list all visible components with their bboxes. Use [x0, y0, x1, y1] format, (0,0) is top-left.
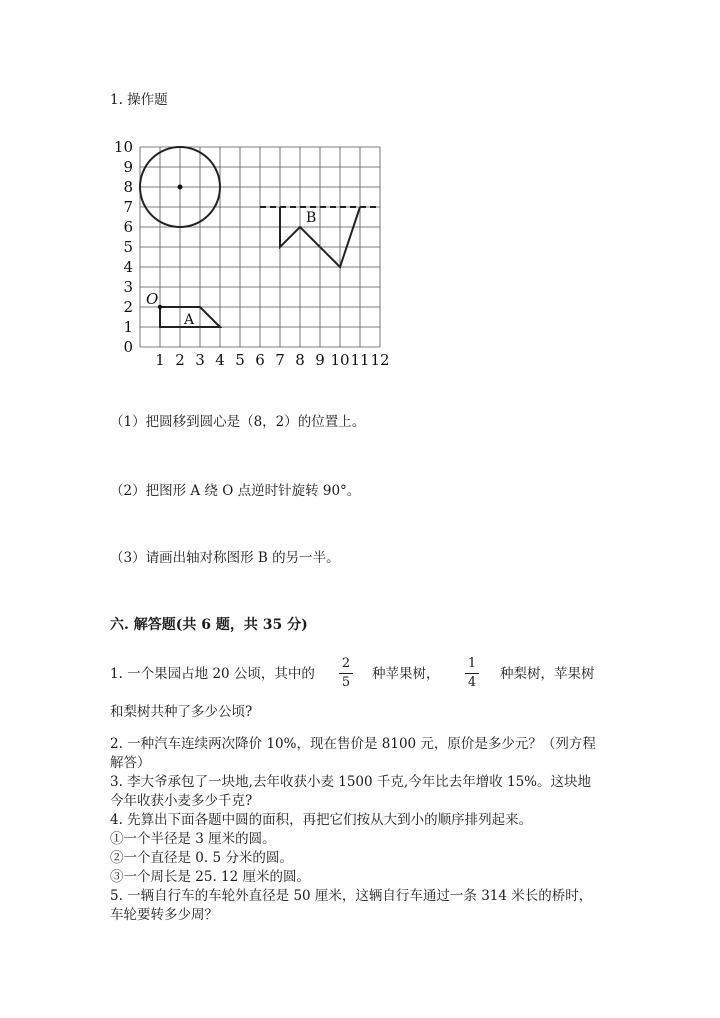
y-axis-label: 4	[123, 258, 133, 276]
task-2-rotate-shape-a: （2）把图形 A 绕 O 点逆时针旋转 90°。	[110, 483, 361, 499]
circle-center-dot	[178, 185, 183, 190]
origin-label: O	[146, 290, 159, 308]
fraction-denominator: 4	[467, 675, 477, 690]
q4-item-a: ①一个半径是 3 厘米的圆。	[110, 831, 276, 847]
x-axis-labels	[155, 351, 389, 369]
fraction-numerator: 1	[467, 656, 477, 671]
q3-line1: 3. 李大爷承包了一块地,去年收获小麦 1500 千克,今年比去年增收 15%。这块地	[110, 774, 591, 790]
grid-lines	[140, 147, 380, 347]
task-3-symmetry-shape-b: （3）请画出轴对称图形 B 的另一半。	[110, 550, 340, 566]
y-axis-label: 1	[123, 318, 133, 336]
y-axis-label: 3	[123, 278, 133, 296]
q4-line1: 4. 先算出下面各题中圆的面积，再把它们按从大到小的顺序排列起来。	[110, 812, 533, 828]
x-axis-label: 2	[175, 351, 185, 369]
x-axis-label: 3	[195, 351, 205, 369]
x-axis-label: 12	[370, 351, 390, 369]
section-heading-operation: 1. 操作题	[110, 92, 168, 108]
x-axis-label: 10	[330, 351, 350, 369]
y-axis-label: 2	[123, 298, 133, 316]
q1-text-part3: 种梨树，苹果树	[500, 666, 595, 682]
coordinate-grid-figure	[110, 138, 400, 373]
y-axis-label: 0	[123, 338, 133, 356]
x-axis-label: 6	[255, 351, 265, 369]
origin-point	[158, 305, 162, 309]
q1-text-part1: 1. 一个果园占地 20 公顷，其中的	[110, 666, 315, 682]
y-axis-label: 9	[123, 158, 133, 176]
q1-fraction-two-fifths	[336, 656, 356, 691]
q1-text-part2: 种苹果树，	[372, 666, 440, 682]
x-axis-label: 5	[235, 351, 245, 369]
q1-text-line2: 和梨树共种了多少公顷?	[110, 704, 253, 720]
x-axis-label: 11	[350, 351, 370, 369]
x-axis-label: 1	[155, 351, 165, 369]
shape-b-label: B	[306, 210, 317, 226]
y-axis-label: 6	[123, 218, 133, 236]
q4-item-c: ③一个周长是 25. 12 厘米的圆。	[110, 869, 311, 885]
y-axis-label: 8	[123, 178, 133, 196]
shape-a-label: A	[184, 312, 195, 328]
fraction-numerator: 2	[341, 656, 351, 671]
q5-line2: 车轮要转多少周？	[110, 907, 218, 923]
x-axis-label: 4	[215, 351, 225, 369]
fraction-bar	[339, 673, 353, 674]
y-axis-label: 10	[113, 138, 133, 156]
section-heading-answer-questions: 六. 解答题(共 6 题，共 35 分)	[110, 617, 308, 633]
q2-line2: 解答）	[110, 755, 151, 771]
x-axis-label: 9	[315, 351, 325, 369]
y-axis-label: 7	[123, 198, 133, 216]
x-axis-label: 7	[275, 351, 285, 369]
q1-fraction-one-quarter	[462, 656, 482, 691]
q5-line1: 5. 一辆自行车的车轮外直径是 50 厘米，这辆自行车通过一条 314 米长的桥时，	[110, 888, 593, 904]
q3-line2: 今年收获小麦多少千克?	[110, 793, 253, 809]
fraction-bar	[465, 673, 479, 674]
q2-line1: 2. 一种汽车连续两次降价 10%，现在售价是 8100 元，原价是多少元？（列方程	[110, 736, 596, 752]
fraction-denominator: 5	[341, 675, 351, 690]
y-axis-label: 5	[123, 238, 133, 256]
x-axis-label: 8	[295, 351, 305, 369]
task-1-move-circle: （1）把圆移到圆心是（8，2）的位置上。	[110, 414, 366, 430]
y-axis-labels	[114, 138, 133, 356]
q4-item-b: ②一个直径是 0. 5 分米的圆。	[110, 850, 293, 866]
